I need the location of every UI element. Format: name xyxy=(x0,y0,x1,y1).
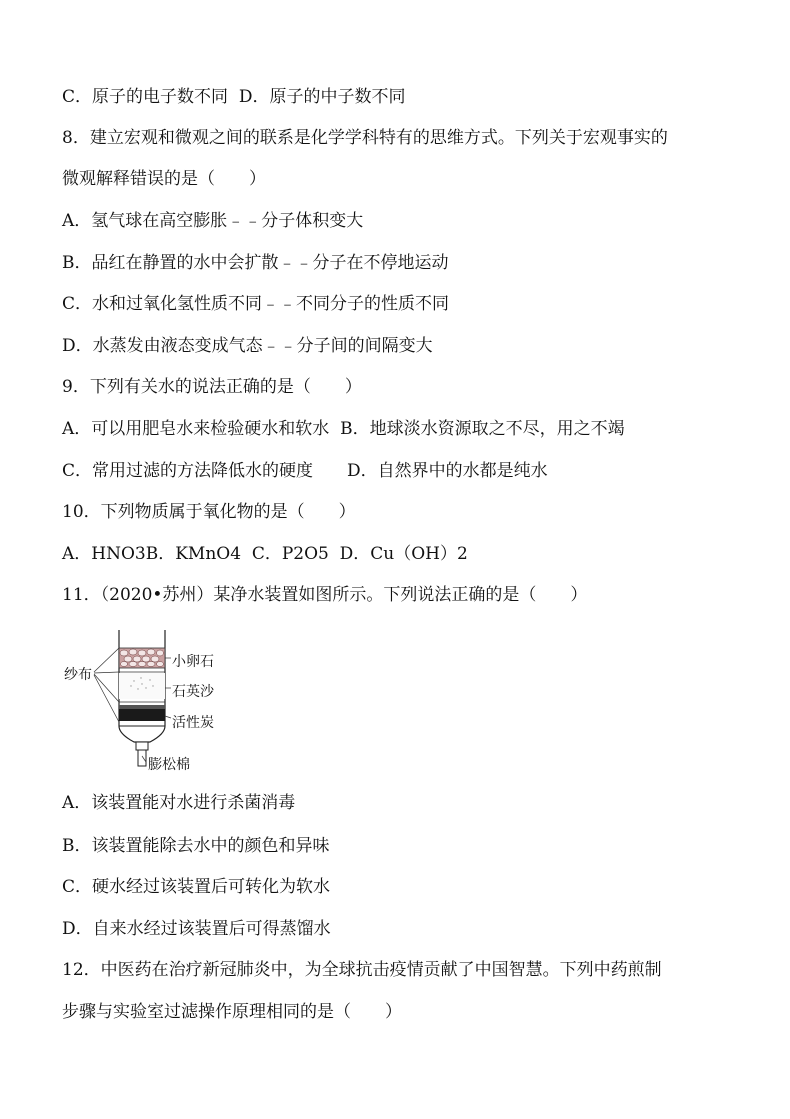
q11-option-b: B．该装置能除去水中的颜色和异味 xyxy=(62,836,330,856)
q9-options-ab: A．可以用肥皂水来检验硬水和软水 B．地球淡水资源取之不尽，用之不竭 xyxy=(62,419,625,439)
q8-option-b: B．品红在静置的水中会扩散﹣﹣分子在不停地运动 xyxy=(62,253,449,273)
q11-stem: 11．（2020•苏州）某净水装置如图所示。下列说法正确的是（ ） xyxy=(62,585,588,605)
q11-option-c: C．硬水经过该装置后可转化为软水 xyxy=(62,877,331,897)
q10-options: A．HNO3B．KMnO4 C．P2O5 D．Cu（OH）2 xyxy=(62,544,468,564)
q8-option-d: D．水蒸发由液态变成气态﹣﹣分子间的间隔变大 xyxy=(62,336,433,356)
label-pebble: 小卵石 xyxy=(172,654,214,670)
q12-stem-1: 12．中医药在治疗新冠肺炎中，为全球抗击疫情贡献了中国智慧。下列中药煎制 xyxy=(62,960,662,980)
q12-stem-2: 步骤与实验室过滤操作原理相同的是（ ） xyxy=(62,1002,402,1022)
label-cotton: 膨松棉 xyxy=(148,757,190,773)
label-gauze: 纱布 xyxy=(64,667,92,683)
q8-option-a: A．氢气球在高空膨胀﹣﹣分子体积变大 xyxy=(62,211,364,231)
q11-option-d: D．自来水经过该装置后可得蒸馏水 xyxy=(62,919,331,939)
q10-stem: 10．下列物质属于氧化物的是（ ） xyxy=(62,502,356,522)
q8-stem-1: 8．建立宏观和微观之间的联系是化学学科特有的思维方式。下列关于宏观事实的 xyxy=(62,128,668,148)
q9-options-cd: C．常用过滤的方法降低水的硬度 D．自然界中的水都是纯水 xyxy=(62,461,548,481)
q8-option-c: C．水和过氧化氢性质不同﹣﹣不同分子的性质不同 xyxy=(62,294,450,314)
q9-stem: 9．下列有关水的说法正确的是（ ） xyxy=(62,377,362,397)
label-sand: 石英沙 xyxy=(172,684,214,700)
q7-options-cd: C．原子的电子数不同 D．原子的中子数不同 xyxy=(62,87,406,107)
q8-stem-2: 微观解释错误的是（ ） xyxy=(62,169,266,189)
q11-option-a: A．该装置能对水进行杀菌消毒 xyxy=(62,793,296,813)
label-carbon: 活性炭 xyxy=(172,715,214,731)
water-filter-diagram xyxy=(62,626,242,776)
